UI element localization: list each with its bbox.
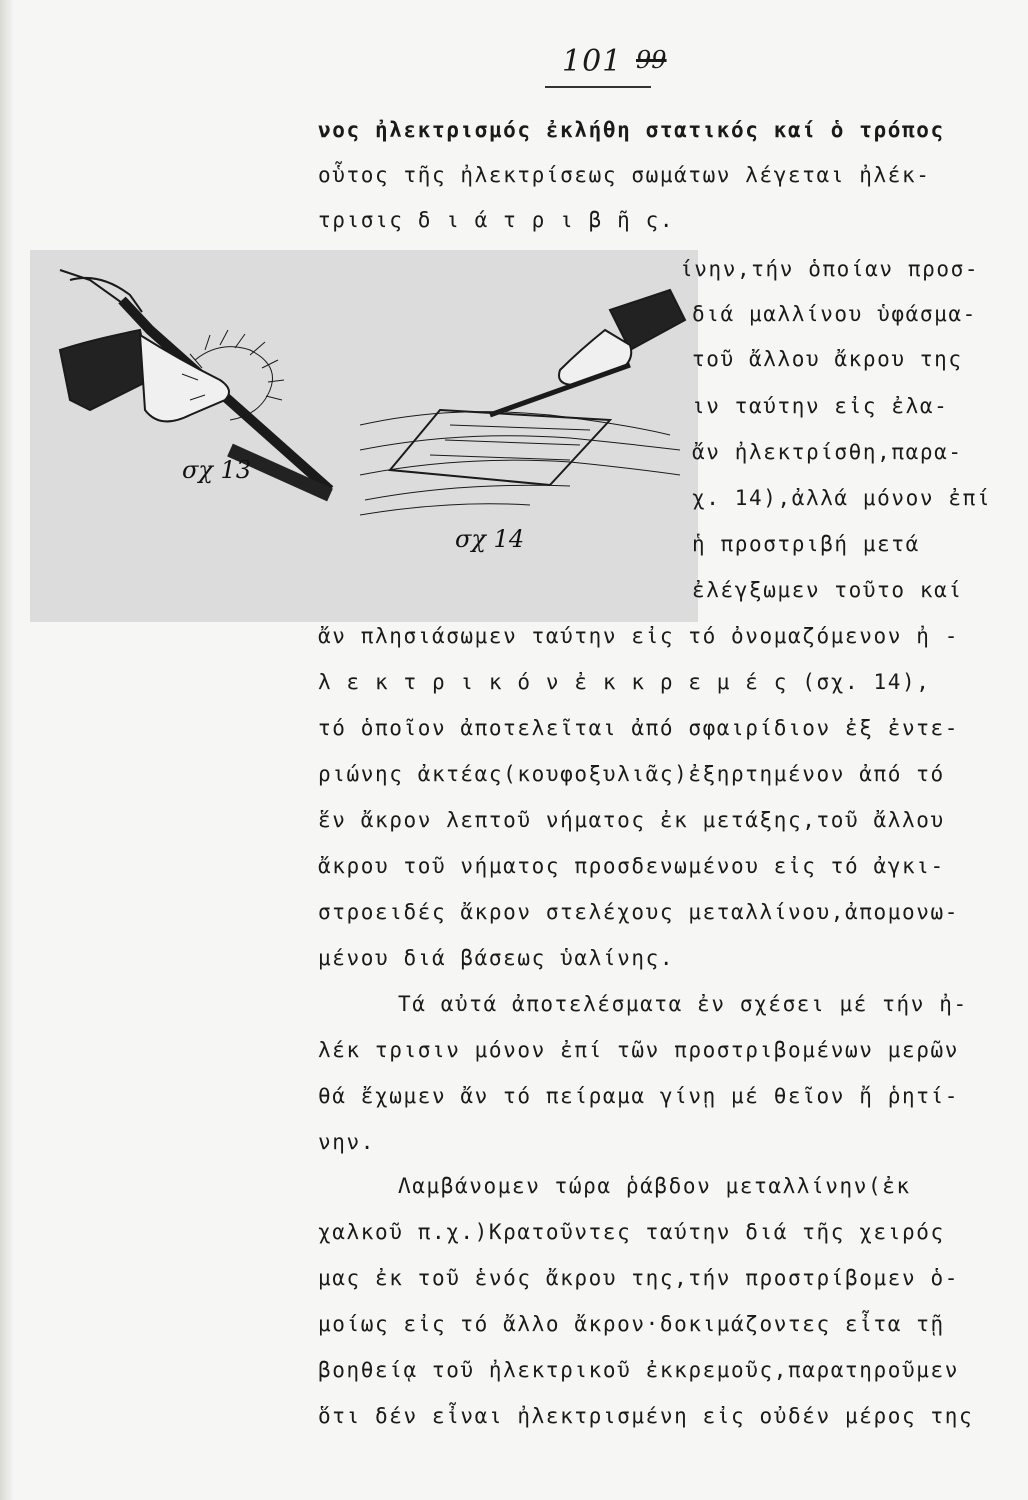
text-line-body-1: ἄν πλησιάσωμεν ταύτην εἰς τό ὀνομαζόμενον ἠ - xyxy=(318,624,959,648)
text-line-p3-5: βοηθείᾳ τοῦ ἠλεκτρικοῦ ἐκκρεμοῦς,παρατηροῦμεν xyxy=(318,1358,959,1382)
figure-13-label: σχ 13 xyxy=(182,456,252,484)
text-line-top-1: νος ἠλεκτρισμός ἐκλήθη στατικός καί ὁ τρόπος xyxy=(318,118,945,142)
text-line-p3-2: χαλκοῦ π.χ.)Κρατοῦντες ταύτην διά τῆς χειρός xyxy=(318,1220,945,1244)
text-line-right-6: χ. 14),ἀλλά μόνον ἐπί xyxy=(692,486,992,510)
text-line-p3-4: μοίως εἰς τό ἄλλο ἄκρον·δοκιμάζοντες εἶτα τῇ xyxy=(318,1312,945,1336)
text-line-body-5: ἕν ἄκρον λεπτοῦ νήματος ἐκ μετάξης,τοῦ ἄλλου xyxy=(318,808,945,832)
rod-over-cloth-drawing xyxy=(360,290,685,515)
text-line-body-2: λ ε κ τ ρ ι κ ό ν ἐ κ κ ρ ε μ έ ς (σχ. 14), xyxy=(318,670,931,694)
figure-drawing xyxy=(30,250,698,622)
figure-14-label: σχ 14 xyxy=(455,525,525,553)
page-number: 101 xyxy=(562,44,623,79)
text-line-body-4: ριώνης ἀκτέας(κουφοξυλιᾶς)ἐξηρτημένον ἀπό τό xyxy=(318,762,945,786)
text-line-p3-3: μας ἐκ τοῦ ἑνός ἄκρου της,τήν προστρίβομεν ὁ- xyxy=(318,1266,959,1290)
text-line-right-3: τοῦ ἄλλου ἄκρου της xyxy=(692,347,963,371)
figure-illustration xyxy=(30,250,698,622)
text-line-body-8: μένου διά βάσεως ὑαλίνης. xyxy=(318,946,675,970)
text-line-p3-6: ὅτι δέν εἶναι ἠλεκτρισμένη εἰς οὐδέν μέρος της xyxy=(318,1404,974,1428)
text-line-right-2: διά μαλλίνου ὑφάσμα- xyxy=(692,302,977,326)
text-line-body-6: ἄκρου τοῦ νήματος προσδενωμένου εἰς τό ἀγκι- xyxy=(318,854,945,878)
text-line-top-2: οὗτος τῆς ἠλεκτρίσεως σωμάτων λέγεται ἠλέκ- xyxy=(318,163,931,187)
page-number-underline xyxy=(545,86,651,88)
text-line-p2-1: Τά αὐτά ἀποτελέσματα ἐν σχέσει μέ τήν ἠ- xyxy=(398,992,968,1016)
text-line-right-5: ἄν ἠλεκτρίσθη,παρα- xyxy=(692,440,963,464)
text-line-right-7: ἡ προστριβή μετά xyxy=(692,532,920,556)
text-line-body-3: τό ὁποῖον ἀποτελεῖται ἀπό σφαιρίδιον ἐξ ἐντε- xyxy=(318,716,959,740)
text-line-p2-3: θά ἔχωμεν ἄν τό πείραμα γίνῃ μέ θεῖον ἤ ῥητί- xyxy=(318,1084,959,1108)
text-line-right-1: ίνην,τήν ὁποίαν προσ- xyxy=(680,257,980,281)
text-line-top-3: τρισις δ ι ά τ ρ ι β ῆ ς. xyxy=(318,208,675,232)
text-line-p2-4: νην. xyxy=(318,1130,375,1154)
text-line-p3-1: Λαμβάνομεν τώρα ῥάβδον μεταλλίνην(ἐκ xyxy=(398,1174,911,1198)
text-line-right-4: ιν ταύτην εἰς ἐλα- xyxy=(692,394,949,418)
old-page-number: 99 xyxy=(636,46,667,74)
text-line-right-8: ἐλέγξωμεν τοῦτο καί xyxy=(692,578,963,602)
text-line-body-7: στροειδές ἄκρον στελέχους μεταλλίνου,ἀπομονω- xyxy=(318,900,959,924)
text-line-p2-2: λέκ τρισιν μόνον ἐπί τῶν προστριβομένων μερῶν xyxy=(318,1038,959,1062)
